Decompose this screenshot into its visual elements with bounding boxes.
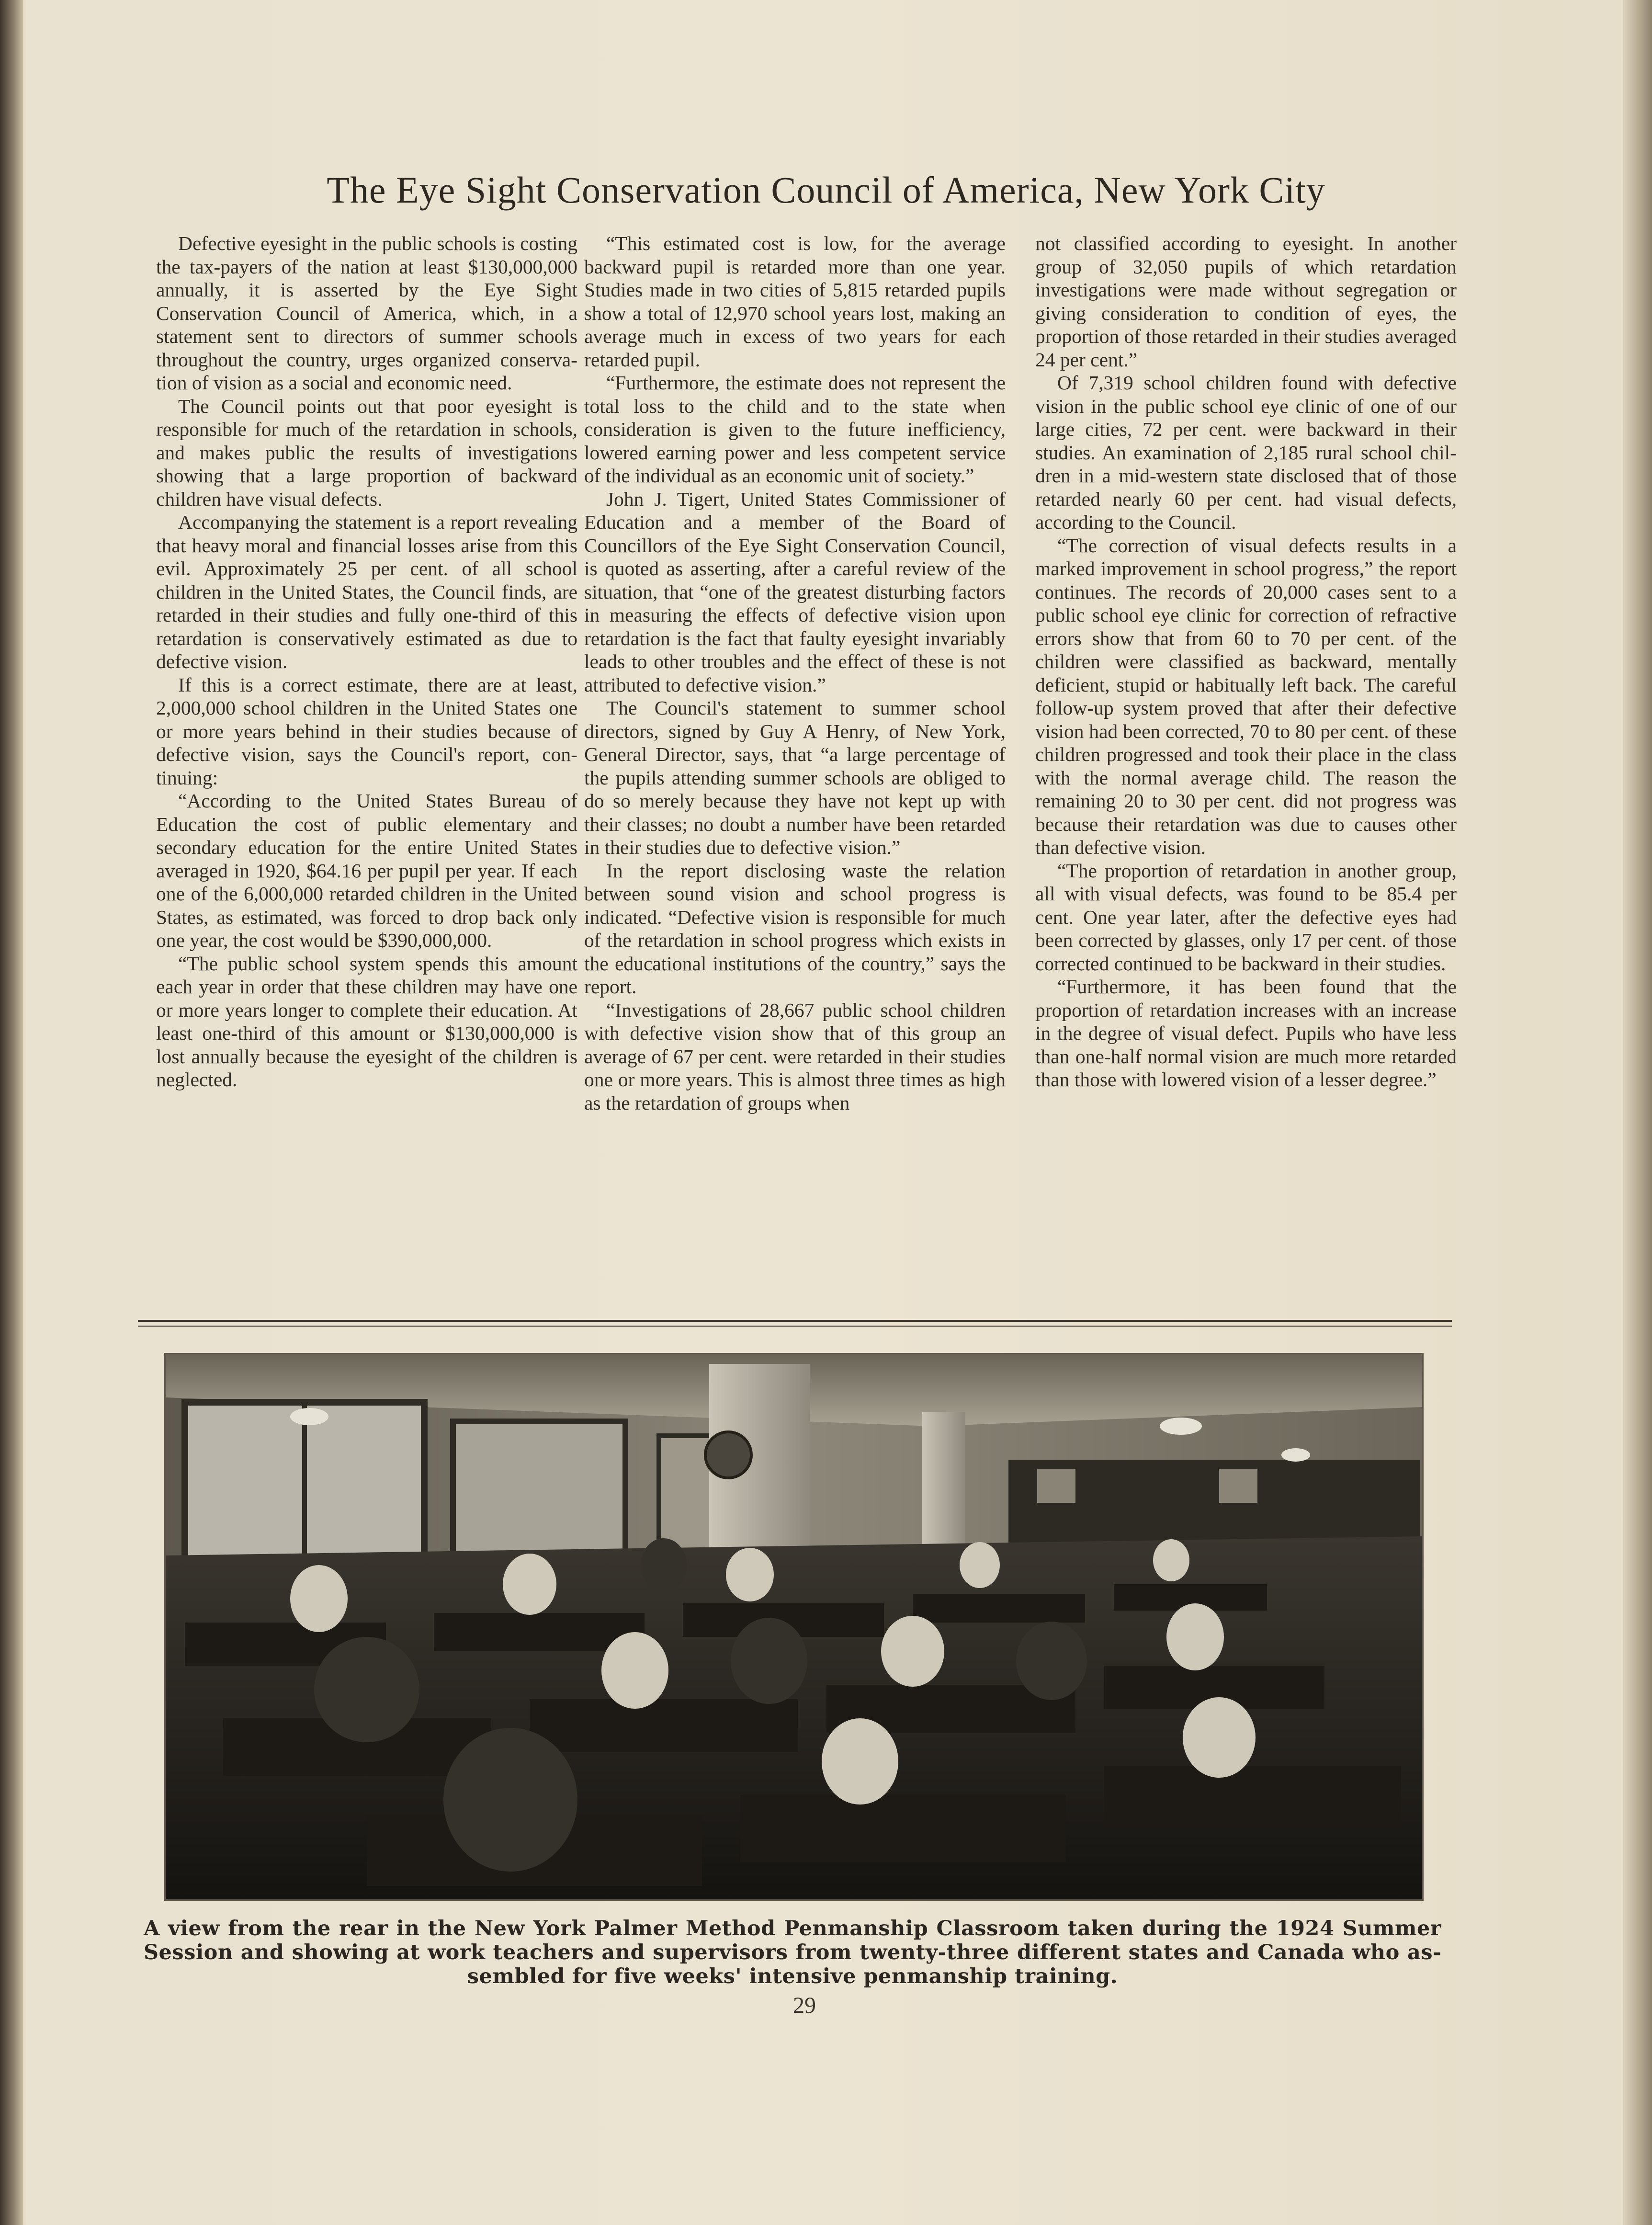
paragraph: “The correction of visual defects results in a marked improvement in school progress,” the report continues. The records of 20,000 cases sent to a public school eye clinic for correction of refractive errors show that from 60 to 70 per cent. of the children were classified as backward, mentally deficient, stupid or habitually left back. The careful follow-up system proved that after their defective vision had been corrected, 70 to 80 per cent. of these children progressed and took their place in the class with the normal average child. The reason the remaining 20 to 30 per cent. did not progress was because their retardation was due to causes other than defective vision.	[1035, 534, 1457, 858]
classroom-photo-image	[166, 1354, 1422, 1899]
paragraph: “Furthermore, it has been found that the proportion of retardation increases with an increase in the degree of visual defect. Pupils who have less than one-half normal vision are much more retarded than those with lowered vision of a lesser degree.”	[1035, 976, 1457, 1090]
paragraph: “Investigations of 28,667 public school children with defective vision show that of this group an average of 67 per cent. were retarded in their studies one or more years. This is almost three times as high as the retardation of groups when	[584, 999, 1006, 1114]
paragraph: The Council's statement to summer school directors, signed by Guy A Henry, of New York, General Director, says, that “a large percentage of the pupils attending summer schools are obliged to do so merely because they have not kept up with their classes; no doubt a number have been retarded in their studies due to defective vision.”	[584, 697, 1006, 858]
paragraph: Of 7,319 school children found with defective vision in the public school eye clinic of one of our large cities, 72 per cent. were backward in their studies. An examination of 2,185 rural school children in a mid-western state disclosed that of those retarded nearly 60 per cent. had visual defects, according to the Council.	[1035, 372, 1457, 533]
page-number: 29	[793, 1993, 816, 2018]
paragraph: The Council points out that poor eyesight is responsible for much of the retardation in schools, and makes public the results of investigations showing that a large proportion of backward children have visual defects.	[156, 395, 577, 510]
paragraph: not classified according to eyesight. In another group of 32,050 pupils of which retardation investigations were made without segregation or giving consideration to condition of eyes, the proportion of those retarded in their studies averaged 24 per cent.”	[1035, 232, 1457, 371]
paragraph: Accompanying the statement is a report revealing that heavy moral and financial losses arise from this evil. Approximately 25 per cent. of all school children in the United States, the Council finds, are retarded in their studies and fully one-third of this retardation is conservatively estimated as due to defective vision.	[156, 511, 577, 672]
paragraph: If this is a correct estimate, there are at least, 2,000,000 school children in the United States one or more years behind in their studies because of defective vision, says the Council's report, continuing:	[156, 673, 577, 789]
paragraph: “According to the United States Bureau of Education the cost of public elementary and secondary education for the entire United States averaged in 1920, $64.16 per pupil per year. If each one of the 6,000,000 retarded children in the United States, as estimated, was forced to drop back only one year, the cost would be $390,000,000.	[156, 790, 577, 951]
classroom-photograph	[166, 1354, 1422, 1899]
paragraph: “The public school system spends this amount each year in order that these children may have one or more years longer to complete their education. At least one-third of this amount or $130,000,000 is lost annually because the eyesight of the children is neglected.	[156, 952, 577, 1090]
text-column-1	[156, 232, 577, 1091]
paragraph: “The proportion of retardation in another group, all with visual defects, was found to be 85.4 per cent. One year later, after the defective eyes had been corrected by glasses, only 17 per cent. of those corrected continued to be backward in their studies.	[1035, 859, 1457, 975]
paragraph: John J. Tigert, United States Commissioner of Education and a member of the Board of Councillors of the Eye Sight Conservation Council, is quoted as asserting, after a careful review of the situation, that “one of the greatest disturbing factors in measuring the effects of defective vision upon retardation is the fact that faulty eyesight invariably leads to other troubles and the effect of these is not attributed to defective vision.”	[584, 488, 1006, 696]
paragraph: Defective eyesight in the public schools is costing the tax-payers of the nation at least $130,000,000 annually, it is asserted by the Eye Sight Conservation Council of America, which, in a statement sent to directors of summer schools throughout the country, urges organized conservation of vision as a social and economic need.	[156, 232, 577, 394]
paragraph: “Furthermore, the estimate does not represent the total loss to the child and to the state when consideration is given to the future inefficiency, lowered earning power and less competent service of the individual as an economic unit of society.”	[584, 372, 1006, 487]
divider-rule-thin	[138, 1326, 1452, 1327]
divider-rule	[138, 1320, 1452, 1322]
photo-caption: A view from the rear in the New York Palmer Method Penmanship Classroom taken during the 1924 Summer Session and showing at work teachers and supervisors from twenty-three different states and Canada who assembled for five weeks' intensive penmanship training.	[144, 1917, 1441, 1988]
text-column-2	[584, 232, 1006, 1114]
page-edge-shadow	[1623, 0, 1652, 2225]
article-title: The Eye Sight Conservation Council of America, New York City	[327, 169, 1325, 211]
paragraph: “This estimated cost is low, for the average backward pupil is retarded more than one year. Studies made in two cities of 5,815 retarded pupils show a total of 12,970 school years lost, making an average much in excess of two years for each retarded pupil.	[584, 232, 1006, 371]
text-column-3	[1035, 232, 1457, 1091]
book-spine-shadow	[0, 0, 23, 2225]
paragraph: In the report disclosing waste the relation between sound vision and school progress is indicated. “Defective vision is responsible for much of the retardation in school progress which exists in the educational institutions of the country,” says the report.	[584, 859, 1006, 998]
